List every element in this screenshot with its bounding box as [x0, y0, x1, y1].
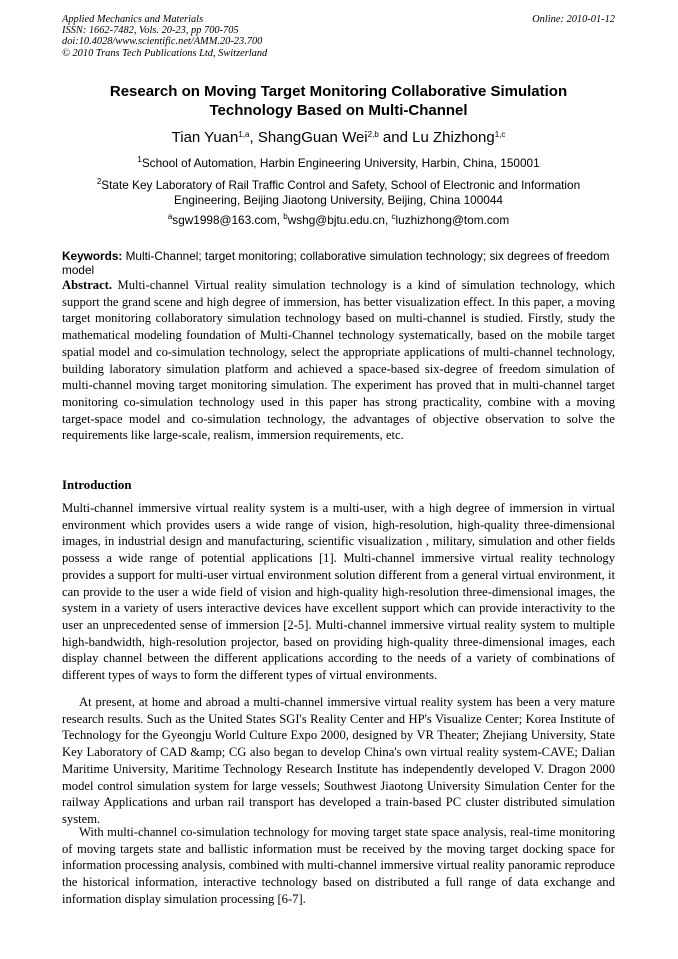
journal-name: Applied Mechanics and Materials: [62, 14, 204, 25]
affiliation-2-line-1: State Key Laboratory of Rail Traffic Control and Safety, School of Electronic and Information: [101, 178, 581, 192]
intro-paragraph-3: With multi-channel co-simulation technology for moving target state space analysis, real-time monitoring of moving targets state and ballistic information must be received by the moving target docking space for information processing analysis, combined with multi-channel immersive virtual reality panoramic reproduce the historical information, interactive technology based on distributed a full range of data exchange and information display simulation processing [6-7].: [62, 825, 615, 906]
email-a: sgw1998@163.com,: [172, 213, 284, 227]
author-3: Lu Zhizhong: [412, 129, 495, 146]
author-emails: [62, 213, 615, 228]
author-2-affil: 2,b: [367, 130, 379, 139]
author-list: [62, 128, 615, 148]
keywords: [62, 250, 615, 277]
author-separator: and: [378, 129, 413, 146]
paper-title: [62, 82, 615, 120]
email-c: luzhizhong@tom.com: [395, 213, 510, 227]
keywords-text: Multi-Channel; target monitoring; collaborative simulation technology; six degrees of freedom model: [62, 249, 610, 277]
section-heading-introduction: Introduction: [62, 478, 132, 492]
title-line-2: Technology Based on Multi-Channel: [209, 102, 468, 119]
journal-header: [62, 14, 615, 59]
email-c-marker: c: [391, 212, 396, 221]
email-a-marker: a: [167, 212, 173, 221]
online-date: Online: 2010-01-12: [532, 14, 615, 25]
copyright-line: © 2010 Trans Tech Publications Ltd, Switzerland: [62, 47, 268, 59]
issn-line: ISSN: 1662-7482, Vols. 20-23, pp 700-705: [62, 25, 239, 37]
abstract: [62, 277, 615, 444]
author-1: Tian Yuan: [171, 129, 239, 146]
intro-paragraph-1: Multi-channel immersive virtual reality system is a multi-user, with a high degree of immersion in virtual environment which provides users a wide range of vision, high-resolution, high-quality three-dimensional images, in industrial design and manufacturing, scientific visualization , military, simulation and other fields possess a wide range of potential applications [1]. Multi-channel immersive virtual reality technology provides a support for multi-user virtual environment solution different from a general virtual environment, it can provide to the user a wide field of vision and high-quality high-resolution three-dimensional images, the system in a variety of users interactive devices have excellent support which can provide interactivity to the user an unprecedented sense of immersion [2-5]. Multi-channel immersive virtual reality system to multiple high-bandwidth, high-resolution projector, based on providing high-quality three-dimensional images, each display channel between the different applications according to the needs of a variety of combinations of different types of ways to form the different types of virtual environments.: [62, 501, 615, 683]
email-b-marker: b: [283, 212, 288, 221]
email-b: wshg@bjtu.edu.cn,: [287, 213, 392, 227]
author-3-affil: 1,c: [494, 130, 506, 139]
affiliation-2-line-2: Engineering, Beijing Jiaotong University, Beijing, China 100044: [174, 192, 503, 207]
abstract-text: Multi-channel Virtual reality simulation technology is a kind of simulation technology, which support the grand scene and high degree of immersion, has better visualization effect. In this paper, a moving target monitoring collaboratory simulation technology based on multi-channel is studied. Firstly, study the mathematical modeling foundation of Multi-Channel technology systematically, based on the mobile target spatial model and co-simulation technology, select the appropriate applications of multi-channel technology, building laboratory simulation platform and achieved a space-based six-degree of freedom simulation of multi-channel moving target monitoring simulation. The experiment has proved that in multi-channel target monitoring co-simulation technology used in this paper has strong practicality, combine with a moving target-space model and co-simulation technology, the advantages of objective observation to solve the requirements like large-scale, realism, immersion requirements, etc.: [62, 278, 615, 443]
author-2: ShangGuan Wei: [257, 129, 368, 146]
affiliation-1-text: School of Automation, Harbin Engineering University, Harbin, China, 150001: [141, 156, 540, 170]
intro-paragraph-2: At present, at home and abroad a multi-channel immersive virtual reality system has been a very mature research results. Such as the United States SGI's Reality Center and HP's Visualize Center; Korea Institute of Technology for the Gyeongju World Culture Expo 2000, designed by VR Theater; Zhejiang University, State Key Laboratory of CAD &amp; CG also began to develop China's own virtual reality system-CAVE; Dalian Maritime University, Maritime Technology Research Institute has independently developed V. Dragon 2000 model control simulation system for large vessels; Southwest Jiaotong University Simulation Center for the railway Applications and urban rail transport has developed a train-based PC cluster distributed simulation system.: [62, 695, 615, 826]
author-1-affil: 1,a: [238, 130, 250, 139]
doi-line: doi:10.4028/www.scientific.net/AMM.20-23.700: [62, 36, 263, 48]
keywords-label: Keywords:: [62, 249, 123, 263]
affiliation-2: [62, 178, 615, 207]
affiliation-2-marker: 2: [96, 177, 102, 186]
title-line-1: Research on Moving Target Monitoring Collaborative Simulation: [109, 83, 568, 100]
affiliation-1: [62, 156, 615, 171]
affiliation-1-marker: 1: [137, 155, 142, 164]
author-separator: ,: [249, 129, 258, 146]
abstract-label: Abstract.: [62, 278, 113, 292]
